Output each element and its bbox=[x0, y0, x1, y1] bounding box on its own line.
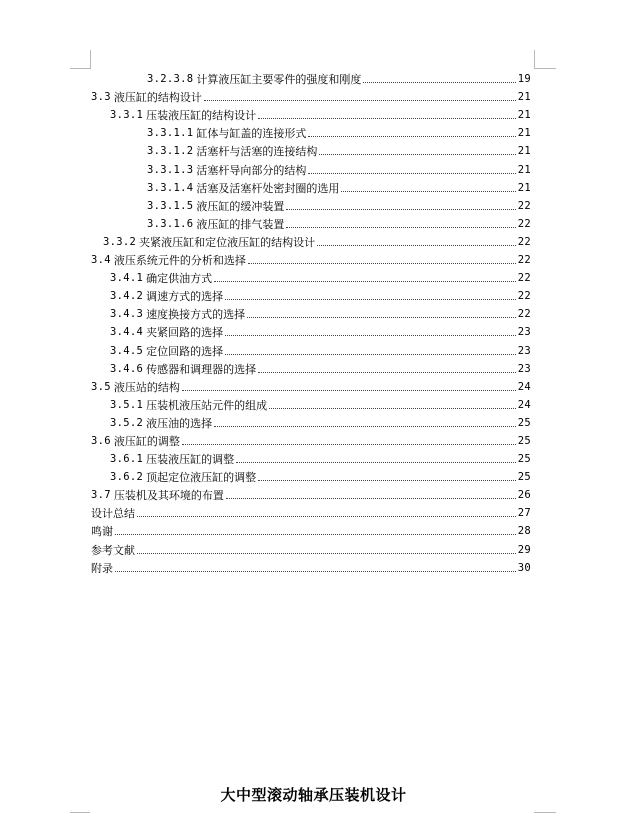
toc-page-number: 21 bbox=[517, 109, 531, 122]
toc-entry[interactable] bbox=[91, 267, 531, 285]
toc-entry-number: 3.3.1.1 bbox=[147, 127, 194, 140]
toc-page-number: 25 bbox=[517, 416, 531, 429]
toc-dot-leader bbox=[308, 173, 515, 174]
toc-entry[interactable] bbox=[91, 520, 531, 538]
toc-entry-title: 活塞杆与活塞的连接结构 bbox=[196, 145, 318, 159]
toc-page-number: 28 bbox=[517, 525, 531, 538]
toc-entry-title: 压装液压缸的结构设计 bbox=[146, 109, 257, 123]
toc-entry-title: 压装机液压站元件的组成 bbox=[146, 398, 268, 412]
toc-page-number: 25 bbox=[517, 453, 531, 466]
toc-entry-title: 压装机及其环境的布置 bbox=[113, 489, 224, 503]
toc-entry[interactable] bbox=[91, 285, 531, 303]
crop-mark-top-left bbox=[90, 50, 91, 69]
toc-dot-leader bbox=[317, 245, 516, 246]
crop-mark-bottom-right bbox=[534, 812, 556, 813]
toc-entry-number: 3.6 bbox=[91, 434, 111, 447]
toc-dot-leader bbox=[115, 571, 516, 572]
toc-dot-leader bbox=[269, 408, 516, 409]
toc-entry[interactable] bbox=[91, 376, 531, 394]
toc-dot-leader bbox=[248, 263, 516, 264]
toc-page-number: 27 bbox=[517, 507, 531, 520]
toc-entry-title: 液压缸的缓冲装置 bbox=[196, 199, 285, 213]
toc-dot-leader bbox=[258, 118, 516, 119]
toc-entry-title: 液压缸的调整 bbox=[113, 434, 180, 448]
toc-entry-number: 3.5.2 bbox=[110, 416, 144, 429]
toc-dot-leader bbox=[137, 516, 516, 517]
toc-entry-title: 调速方式的选择 bbox=[146, 290, 224, 304]
toc-entry-number: 3.5 bbox=[91, 380, 111, 393]
toc-dot-leader bbox=[225, 335, 516, 336]
toc-entry-title: 确定供油方式 bbox=[146, 272, 213, 286]
toc-entry[interactable] bbox=[91, 466, 531, 484]
toc-page-number: 19 bbox=[517, 73, 531, 86]
toc-entry-title: 计算液压缸主要零件的强度和刚度 bbox=[196, 73, 362, 87]
toc-entry[interactable] bbox=[91, 321, 531, 339]
toc-entry-title: 活塞及活塞杆处密封圈的选用 bbox=[196, 181, 340, 195]
toc-entry-number: 3.3.1.5 bbox=[147, 199, 194, 212]
toc-dot-leader bbox=[214, 281, 516, 282]
toc-page-number: 21 bbox=[517, 91, 531, 104]
toc-entry-number: 3.3.1.4 bbox=[147, 181, 194, 194]
toc-entry-title: 缸体与缸盖的连接形式 bbox=[196, 127, 307, 141]
toc-entry[interactable] bbox=[91, 104, 531, 122]
toc-dot-leader bbox=[319, 154, 515, 155]
toc-page-number: 25 bbox=[517, 471, 531, 484]
toc-entry[interactable] bbox=[91, 484, 531, 502]
toc-entry-title: 附录 bbox=[91, 561, 113, 575]
toc-entry[interactable] bbox=[91, 339, 531, 357]
toc-entry-title: 鸣谢 bbox=[91, 525, 113, 539]
toc-entry-number: 3.3.1.6 bbox=[147, 217, 194, 230]
toc-page-number: 26 bbox=[517, 489, 531, 502]
toc-page-number: 23 bbox=[517, 326, 531, 339]
toc-entry-title: 液压缸的排气装置 bbox=[196, 217, 285, 231]
toc-entry-number: 3.3.1.3 bbox=[147, 163, 194, 176]
toc-entry[interactable] bbox=[91, 177, 531, 195]
toc-entry-number: 3.7 bbox=[91, 489, 111, 502]
document-footer-title: 大中型滚动轴承压装机设计 bbox=[220, 786, 407, 804]
toc-entry-number: 3.2.3.8 bbox=[147, 73, 194, 86]
toc-entry-title: 压装液压缸的调整 bbox=[146, 453, 235, 467]
toc-dot-leader bbox=[182, 390, 516, 391]
toc-entry-title: 定位回路的选择 bbox=[146, 344, 224, 358]
toc-page-number: 21 bbox=[517, 181, 531, 194]
toc-page-number: 22 bbox=[517, 290, 531, 303]
toc-entry-title: 速度换接方式的选择 bbox=[146, 308, 246, 322]
toc-page-number: 21 bbox=[517, 127, 531, 140]
toc-page-number: 24 bbox=[517, 398, 531, 411]
crop-mark-top-right bbox=[534, 50, 535, 68]
crop-mark-top-right-horizontal bbox=[534, 68, 556, 69]
toc-entry-title: 液压缸的结构设计 bbox=[113, 91, 202, 105]
toc-entry[interactable] bbox=[91, 303, 531, 321]
toc-page-number: 23 bbox=[517, 362, 531, 375]
toc-page-number: 22 bbox=[517, 235, 531, 248]
toc-dot-leader bbox=[137, 553, 516, 554]
toc-page-number: 21 bbox=[517, 145, 531, 158]
toc-entry-number: 3.3.1 bbox=[110, 109, 144, 122]
crop-mark-top-left-horizontal bbox=[70, 68, 90, 69]
toc-entry[interactable] bbox=[91, 249, 531, 267]
toc-dot-leader bbox=[286, 227, 515, 228]
toc-entry[interactable] bbox=[91, 158, 531, 176]
toc-dot-leader bbox=[363, 82, 515, 83]
toc-dot-leader bbox=[258, 480, 516, 481]
toc-dot-leader bbox=[115, 534, 516, 535]
toc-entry-number: 3.6.2 bbox=[110, 471, 144, 484]
toc-entry[interactable] bbox=[91, 213, 531, 231]
toc-entry[interactable] bbox=[91, 412, 531, 430]
toc-entry[interactable] bbox=[91, 140, 531, 158]
toc-entry[interactable] bbox=[91, 358, 531, 376]
toc-dot-leader bbox=[226, 498, 516, 499]
toc-dot-leader bbox=[286, 209, 515, 210]
toc-page-number: 29 bbox=[517, 543, 531, 556]
toc-entry-number: 3.3.2 bbox=[103, 235, 137, 248]
toc-entry-title: 夹紧液压缸和定位液压缸的结构设计 bbox=[139, 235, 316, 249]
toc-dot-leader bbox=[182, 444, 516, 445]
toc-dot-leader bbox=[214, 426, 516, 427]
toc-dot-leader bbox=[236, 462, 516, 463]
toc-entry-number: 3.4 bbox=[91, 254, 111, 267]
toc-entry[interactable] bbox=[91, 430, 531, 448]
toc-entry[interactable] bbox=[91, 86, 531, 104]
toc-entry-number: 3.4.5 bbox=[110, 344, 144, 357]
toc-page-number: 25 bbox=[517, 434, 531, 447]
toc-entry-number: 3.5.1 bbox=[110, 398, 144, 411]
toc-page-number: 22 bbox=[517, 254, 531, 267]
toc-page-number: 22 bbox=[517, 217, 531, 230]
toc-entry-title: 设计总结 bbox=[91, 507, 135, 521]
toc-entry-title: 液压油的选择 bbox=[146, 416, 213, 430]
toc-entry[interactable] bbox=[91, 502, 531, 520]
toc-entry[interactable] bbox=[91, 231, 531, 249]
toc-entry-title: 液压站的结构 bbox=[113, 380, 180, 394]
toc-entry-number: 3.4.4 bbox=[110, 326, 144, 339]
toc-dot-leader bbox=[225, 354, 516, 355]
toc-entry-number: 3.4.1 bbox=[110, 272, 144, 285]
crop-mark-bottom-left bbox=[70, 812, 90, 813]
toc-page-number: 23 bbox=[517, 344, 531, 357]
toc-entry-number: 3.4.2 bbox=[110, 290, 144, 303]
toc-entry[interactable] bbox=[91, 557, 531, 575]
toc-page-number: 22 bbox=[517, 199, 531, 212]
toc-entry[interactable] bbox=[91, 538, 531, 556]
toc-dot-leader bbox=[341, 191, 515, 192]
toc-entry[interactable] bbox=[91, 448, 531, 466]
toc-dot-leader bbox=[204, 100, 516, 101]
toc-page-number: 21 bbox=[517, 163, 531, 176]
table-of-contents bbox=[91, 68, 531, 575]
toc-entry-number: 3.3.1.2 bbox=[147, 145, 194, 158]
toc-entry-number: 3.4.3 bbox=[110, 308, 144, 321]
toc-entry-title: 液压系统元件的分析和选择 bbox=[113, 254, 246, 268]
toc-page-number: 24 bbox=[517, 380, 531, 393]
toc-entry-number: 3.4.6 bbox=[110, 362, 144, 375]
toc-entry[interactable] bbox=[91, 394, 531, 412]
toc-entry-title: 活塞杆导向部分的结构 bbox=[196, 163, 307, 177]
toc-entry[interactable] bbox=[91, 122, 531, 140]
toc-entry-title: 参考文献 bbox=[91, 543, 135, 557]
toc-dot-leader bbox=[247, 317, 516, 318]
toc-entry-title: 传感器和调理器的选择 bbox=[146, 362, 257, 376]
toc-entry-title: 夹紧回路的选择 bbox=[146, 326, 224, 340]
toc-entry-title: 顶起定位液压缸的调整 bbox=[146, 471, 257, 485]
toc-entry[interactable] bbox=[91, 68, 531, 86]
toc-entry-number: 3.3 bbox=[91, 91, 111, 104]
toc-dot-leader bbox=[225, 299, 516, 300]
toc-dot-leader bbox=[308, 136, 515, 137]
toc-dot-leader bbox=[258, 372, 516, 373]
toc-page-number: 22 bbox=[517, 272, 531, 285]
toc-entry-number: 3.6.1 bbox=[110, 453, 144, 466]
toc-page-number: 22 bbox=[517, 308, 531, 321]
toc-entry[interactable] bbox=[91, 195, 531, 213]
toc-page-number: 30 bbox=[517, 561, 531, 574]
